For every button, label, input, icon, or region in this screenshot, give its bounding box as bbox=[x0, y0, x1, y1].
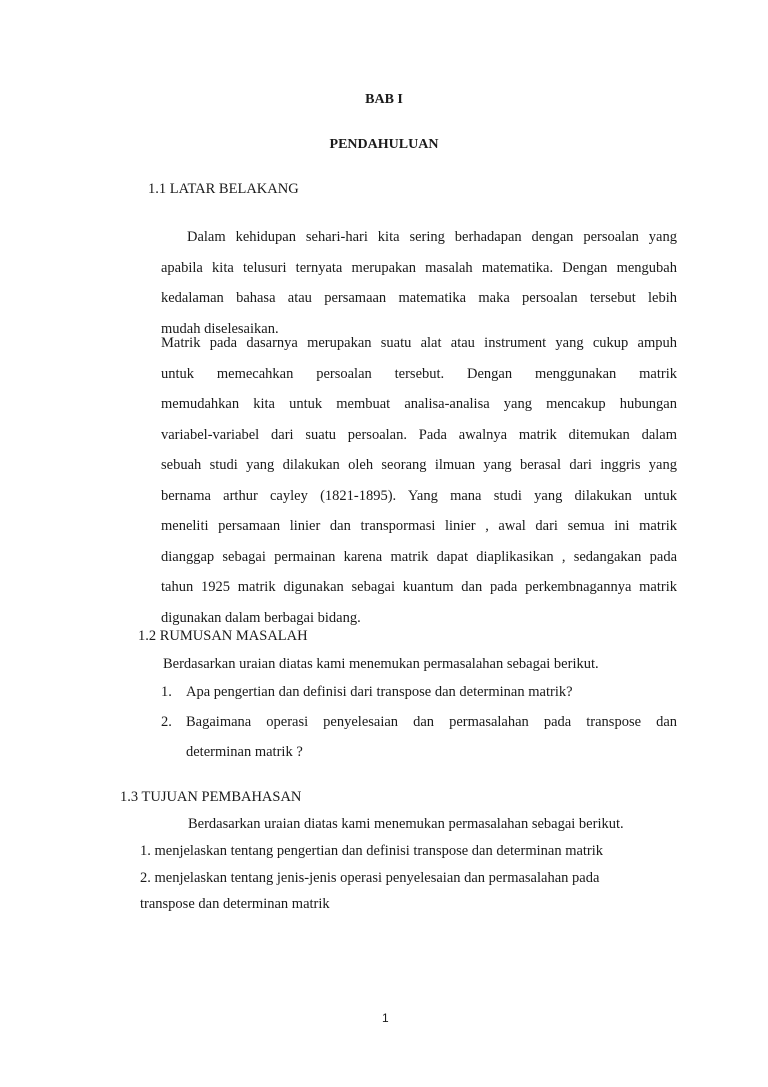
list-number: 1. bbox=[161, 684, 172, 700]
list-number: 2. bbox=[161, 714, 172, 730]
paragraph-line: kedalaman bahasa atau persamaan matematika maka persoalan tersebut lebih bbox=[161, 290, 677, 306]
tujuan-intro: Berdasarkan uraian diatas kami menemukan permasalahan sebagai berikut. bbox=[188, 816, 624, 832]
paragraph-line: digunakan dalam berbagai bidang. bbox=[161, 609, 361, 626]
rumusan-intro: Berdasarkan uraian diatas kami menemukan permasalahan sebagai berikut. bbox=[163, 656, 599, 672]
chapter-subtitle: PENDAHULUAN bbox=[329, 137, 439, 152]
list-text: Apa pengertian dan definisi dari transpose dan determinan matrik? bbox=[186, 684, 573, 700]
paragraph-matrik bbox=[161, 328, 677, 633]
tujuan-item-2-continued: transpose dan determinan matrik bbox=[140, 896, 330, 912]
paragraph-line: meneliti persamaan linier dan transpormasi linier , awal dari semua ini matrik bbox=[161, 518, 677, 534]
paragraph-line: bernama arthur cayley (1821-1895). Yang mana studi yang dilakukan untuk bbox=[161, 487, 677, 504]
page-number: 1 bbox=[382, 1011, 389, 1025]
tujuan-item-2: 2. menjelaskan tentang jenis-jenis operasi penyelesaian dan permasalahan pada bbox=[140, 870, 600, 886]
paragraph-line: apabila kita telusuri ternyata merupakan masalah matematika. Dengan mengubah bbox=[161, 259, 677, 276]
list-item bbox=[161, 707, 677, 767]
paragraph-line: memudahkan kita untuk membuat analisa-analisa yang mencakup hubungan bbox=[161, 396, 677, 412]
section-heading-rumusan-masalah: 1.2 RUMUSAN MASALAH bbox=[138, 628, 308, 644]
section-heading-latar-belakang: 1.1 LATAR BELAKANG bbox=[148, 181, 299, 197]
paragraph-line: sebuah studi yang dilakukan oleh seorang ilmuan yang berasal dari inggris yang bbox=[161, 457, 677, 473]
list-text: determinan matrik ? bbox=[186, 744, 303, 760]
paragraph-line: mudah diselesaikan. bbox=[161, 320, 279, 337]
section-heading-tujuan-pembahasan: 1.3 TUJUAN PEMBAHASAN bbox=[120, 789, 302, 805]
paragraph-intro bbox=[161, 222, 677, 344]
paragraph-line: untuk memecahkan persoalan tersebut. Dengan menggunakan matrik bbox=[161, 365, 677, 382]
paragraph-line: dianggap sebagai permainan karena matrik dapat diaplikasikan , sedangakan pada bbox=[161, 548, 677, 565]
chapter-title: BAB I bbox=[365, 92, 403, 107]
list-item bbox=[161, 677, 677, 707]
list-text: Bagaimana operasi penyelesaian dan permasalahan pada transpose dan bbox=[186, 714, 677, 730]
paragraph-line: variabel-variabel dari suatu persoalan. Pada awalnya matrik ditemukan dalam bbox=[161, 426, 677, 443]
paragraph-line: Dalam kehidupan sehari-hari kita sering berhadapan dengan persoalan yang bbox=[187, 229, 677, 245]
rumusan-list bbox=[161, 677, 677, 767]
paragraph-line: tahun 1925 matrik digunakan sebagai kuantum dan pada perkembnagannya matrik bbox=[161, 579, 677, 595]
paragraph-line: Matrik pada dasarnya merupakan suatu alat atau instrument yang cukup ampuh bbox=[161, 335, 677, 351]
tujuan-item-1: 1. menjelaskan tentang pengertian dan definisi transpose dan determinan matrik bbox=[140, 843, 604, 859]
